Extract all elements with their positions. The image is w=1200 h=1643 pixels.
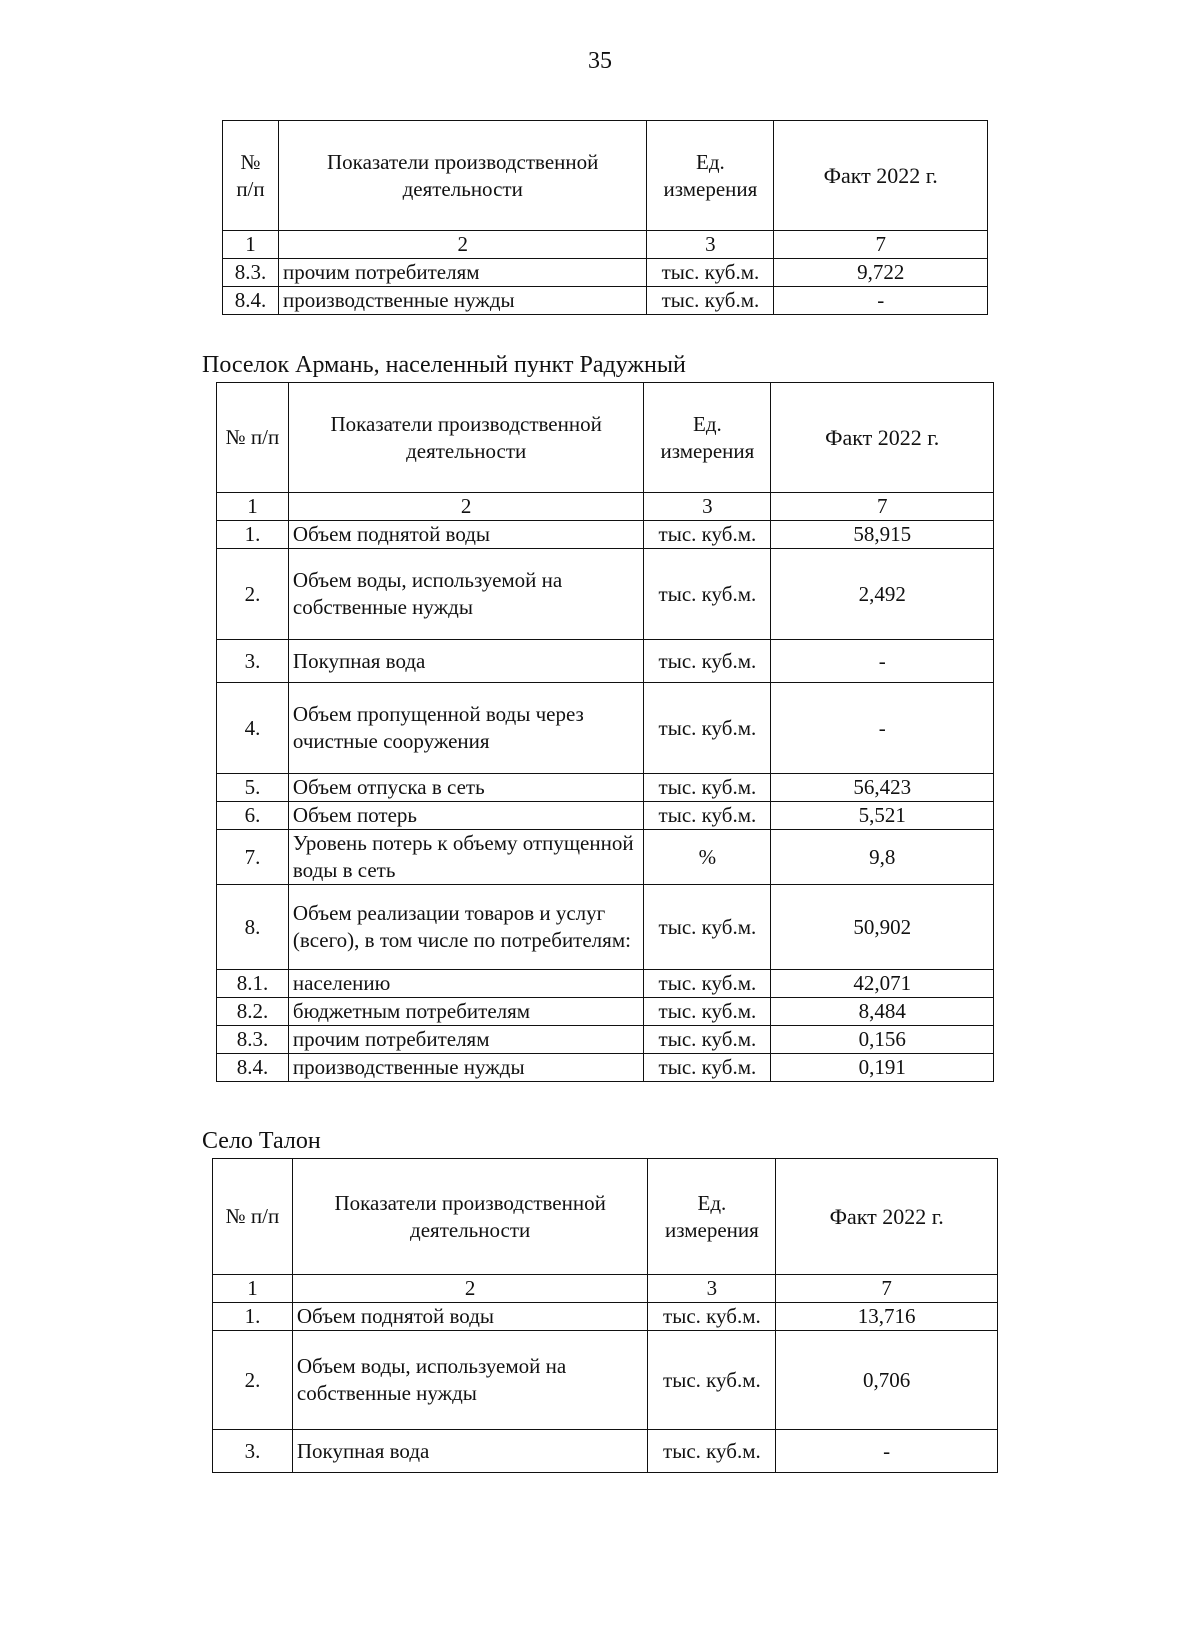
row-indicator: Объем поднятой воды (292, 1303, 648, 1331)
col-header-fact: Факт 2022 г. (776, 1159, 998, 1275)
row-indicator: прочим потребителям (278, 259, 647, 287)
row-number: 4. (217, 683, 289, 774)
row-indicator: Уровень потерь к объему отпущенной воды в сеть (288, 830, 644, 885)
row-fact-value: - (771, 683, 994, 774)
row-number: 8.4. (223, 287, 279, 315)
col-header-fact: Факт 2022 г. (774, 121, 988, 231)
row-unit: тыс. куб.м. (644, 521, 771, 549)
index-cell: 7 (774, 231, 988, 259)
row-indicator: производственные нужды (288, 1054, 644, 1082)
row-indicator: производственные нужды (278, 287, 647, 315)
row-number: 8.1. (217, 970, 289, 998)
table-talon (212, 1158, 998, 1473)
col-header-number-symbol: № (240, 149, 261, 174)
row-fact-value: 56,423 (771, 774, 994, 802)
row-unit: тыс. куб.м. (648, 1331, 776, 1430)
row-fact-value: 58,915 (771, 521, 994, 549)
row-fact-value: 9,8 (771, 830, 994, 885)
col-header-indicator: Показатели производственной деятельности (278, 121, 647, 231)
row-indicator: населению (288, 970, 644, 998)
row-number: 5. (217, 774, 289, 802)
table-row (217, 830, 994, 885)
row-unit: тыс. куб.м. (648, 1303, 776, 1331)
index-cell: 7 (776, 1275, 998, 1303)
row-indicator: Объем пропущенной воды через очистные сооружения (288, 683, 644, 774)
row-unit: тыс. куб.м. (644, 970, 771, 998)
col-header-number: № п/п (217, 383, 289, 493)
table-row (217, 970, 994, 998)
table-header-row (217, 383, 994, 493)
col-header-fact: Факт 2022 г. (771, 383, 994, 493)
table-index-row (223, 231, 988, 259)
row-fact-value: 13,716 (776, 1303, 998, 1331)
row-number: 7. (217, 830, 289, 885)
table-index-row (213, 1275, 998, 1303)
row-fact-value: 0,156 (771, 1026, 994, 1054)
col-header-unit: Ед. измерения (648, 1159, 776, 1275)
row-unit: тыс. куб.м. (647, 259, 774, 287)
row-indicator: Объем реализации товаров и услуг (всего), в том числе по потребителям: (288, 885, 644, 970)
row-number: 6. (217, 802, 289, 830)
table-row (217, 549, 994, 640)
row-indicator: Объем отпуска в сеть (288, 774, 644, 802)
row-indicator: Объем потерь (288, 802, 644, 830)
row-number: 8.3. (223, 259, 279, 287)
row-unit: тыс. куб.м. (644, 1054, 771, 1082)
row-number: 8.3. (217, 1026, 289, 1054)
table-row (213, 1331, 998, 1430)
row-number: 3. (217, 640, 289, 683)
table-row (217, 998, 994, 1026)
section-title-arman: Поселок Армань, населенный пункт Радужный (202, 352, 686, 378)
row-number: 2. (217, 549, 289, 640)
row-indicator: Покупная вода (288, 640, 644, 683)
index-cell: 2 (292, 1275, 648, 1303)
table-header-row (223, 121, 988, 231)
row-number: 2. (213, 1331, 293, 1430)
table-row (217, 683, 994, 774)
row-number: 3. (213, 1430, 293, 1473)
table-row (217, 774, 994, 802)
table-index-row (217, 493, 994, 521)
index-cell: 1 (213, 1275, 293, 1303)
row-unit: тыс. куб.м. (644, 774, 771, 802)
table-arman-raduzhny (216, 382, 994, 1082)
row-unit: тыс. куб.м. (644, 1026, 771, 1054)
row-indicator: Объем воды, используемой на собственные нужды (292, 1331, 648, 1430)
row-indicator: Объем воды, используемой на собственные нужды (288, 549, 644, 640)
row-fact-value: 0,706 (776, 1331, 998, 1430)
row-fact-value: 50,902 (771, 885, 994, 970)
row-unit: тыс. куб.м. (644, 802, 771, 830)
col-header-number-label: п/п (236, 176, 265, 201)
row-fact-value: - (774, 287, 988, 315)
row-fact-value: - (771, 640, 994, 683)
row-number: 1. (217, 521, 289, 549)
index-cell: 1 (223, 231, 279, 259)
page-number: 35 (588, 48, 612, 74)
row-number: 8.2. (217, 998, 289, 1026)
row-unit: % (644, 830, 771, 885)
row-unit: тыс. куб.м. (644, 549, 771, 640)
row-fact-value: 8,484 (771, 998, 994, 1026)
row-fact-value: 9,722 (774, 259, 988, 287)
index-cell: 3 (644, 493, 771, 521)
table-row (217, 885, 994, 970)
table-row (217, 1054, 994, 1082)
col-header-indicator: Показатели производственной деятельности (288, 383, 644, 493)
col-header-unit: Ед. измерения (644, 383, 771, 493)
table-row (213, 1303, 998, 1331)
row-indicator: бюджетным потребителям (288, 998, 644, 1026)
row-fact-value: - (776, 1430, 998, 1473)
section-title-talon: Село Талон (202, 1128, 321, 1154)
col-header-unit: Ед. измерения (647, 121, 774, 231)
row-unit: тыс. куб.м. (644, 885, 771, 970)
row-number: 1. (213, 1303, 293, 1331)
col-header-number (223, 121, 279, 231)
row-unit: тыс. куб.м. (644, 998, 771, 1026)
row-fact-value: 5,521 (771, 802, 994, 830)
table-row (223, 259, 988, 287)
index-cell: 2 (278, 231, 647, 259)
table-header-row (213, 1159, 998, 1275)
table-continuation (222, 120, 988, 315)
row-unit: тыс. куб.м. (647, 287, 774, 315)
col-header-indicator: Показатели производственной деятельности (292, 1159, 648, 1275)
row-fact-value: 42,071 (771, 970, 994, 998)
index-cell: 3 (647, 231, 774, 259)
table-row (217, 1026, 994, 1054)
table-row (217, 521, 994, 549)
table-row (217, 640, 994, 683)
table-row (217, 802, 994, 830)
col-header-number: № п/п (213, 1159, 293, 1275)
index-cell: 3 (648, 1275, 776, 1303)
row-number: 8. (217, 885, 289, 970)
row-unit: тыс. куб.м. (644, 683, 771, 774)
index-cell: 7 (771, 493, 994, 521)
table-row (223, 287, 988, 315)
index-cell: 2 (288, 493, 644, 521)
index-cell: 1 (217, 493, 289, 521)
row-fact-value: 0,191 (771, 1054, 994, 1082)
row-unit: тыс. куб.м. (648, 1430, 776, 1473)
row-number: 8.4. (217, 1054, 289, 1082)
row-unit: тыс. куб.м. (644, 640, 771, 683)
row-indicator: Объем поднятой воды (288, 521, 644, 549)
row-indicator: Покупная вода (292, 1430, 648, 1473)
row-fact-value: 2,492 (771, 549, 994, 640)
table-row (213, 1430, 998, 1473)
row-indicator: прочим потребителям (288, 1026, 644, 1054)
